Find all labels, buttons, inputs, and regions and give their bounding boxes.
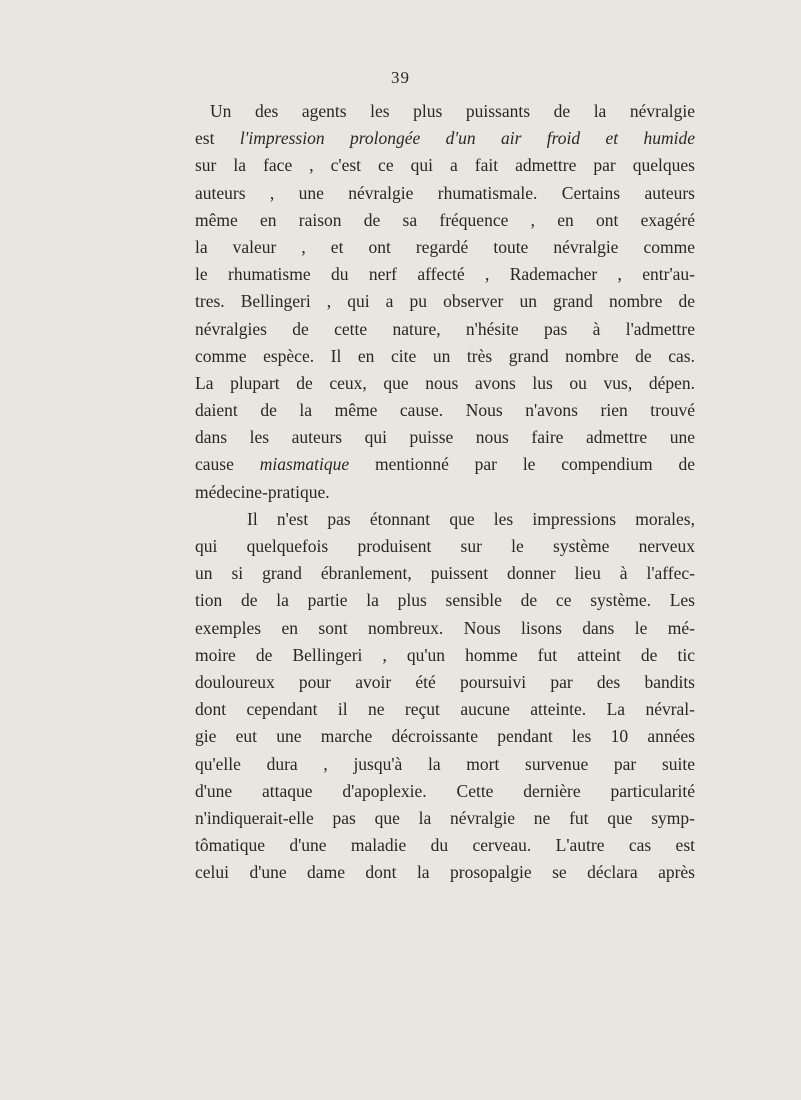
text-line: le rhumatisme du nerf affecté , Rademacher , entr'au- — [195, 264, 695, 285]
text-line: La plupart de ceux, que nous avons lus ou vus, dépen. — [195, 372, 695, 393]
text-line: la valeur , et ont regardé toute névralgie comme — [195, 236, 695, 257]
italic-text: l'impression prolongée d'un air froid et humide — [239, 128, 695, 149]
text-line: médecine-pratique. — [195, 481, 330, 502]
text-line: moire de Bellingeri , qu'un homme fut atteint de tic — [195, 644, 695, 665]
text-line — [195, 451, 695, 478]
text-line: névralgies de cette nature, n'hésite pas à l'admettre — [195, 318, 695, 339]
text-line — [195, 125, 695, 152]
text-line: douloureux pour avoir été poursuivi par des bandits — [195, 671, 695, 692]
text-line: daient de la même cause. Nous n'avons rien trouvé — [195, 400, 695, 421]
text-line: Il n'est pas étonnant que les impressions morales, — [247, 508, 695, 529]
text-line: tômatique d'une maladie du cerveau. L'autre cas est — [195, 835, 695, 856]
text-line: un si grand ébranlement, puissent donner lieu à l'affec- — [195, 563, 695, 584]
text-line: celui d'une dame dont la prosopalgie se déclara après — [195, 862, 695, 883]
text-line: Un des agents les plus puissants de la névralgie — [210, 101, 695, 121]
text-line: exemples en sont nombreux. Nous lisons dans le mé- — [195, 617, 695, 638]
text-line: qu'elle dura , jusqu'à la mort survenue par suite — [195, 753, 695, 774]
text-line: tion de la partie la plus sensible de ce système. Les — [195, 590, 695, 611]
paragraph — [195, 98, 695, 506]
text-line: comme espèce. Il en cite un très grand nombre de cas. — [195, 345, 695, 366]
text-line: n'indiquerait-elle pas que la névralgie ne fut que symp- — [195, 807, 695, 828]
text-segment: cause — [195, 454, 260, 475]
text-line: d'une attaque d'apoplexie. Cette dernière particularité — [195, 780, 695, 801]
paragraph — [195, 506, 695, 887]
text-line: dans les auteurs qui puisse nous faire admettre une — [195, 427, 695, 448]
text-segment: est — [195, 128, 240, 149]
text-line: auteurs , une névralgie rhumatismale. Certains auteurs — [195, 182, 695, 203]
text-segment: mentionné par le compendium de — [349, 454, 695, 475]
text-line: sur la face , c'est ce qui a fait admettre par quelques — [195, 155, 695, 176]
text-line: même en raison de sa fréquence , en ont exagéré — [195, 209, 695, 230]
text-line: gie eut une marche décroissante pendant les 10 années — [195, 726, 695, 747]
italic-text: miasmatique — [259, 454, 350, 475]
text-line: tres. Bellingeri , qui a pu observer un grand nombre de — [195, 291, 695, 312]
text-line: qui quelquefois produisent sur le système nerveux — [195, 536, 695, 556]
text-line: dont cependant il ne reçut aucune atteinte. La névral- — [195, 699, 695, 720]
page-number: 39 — [391, 68, 410, 87]
body-text — [195, 98, 695, 886]
